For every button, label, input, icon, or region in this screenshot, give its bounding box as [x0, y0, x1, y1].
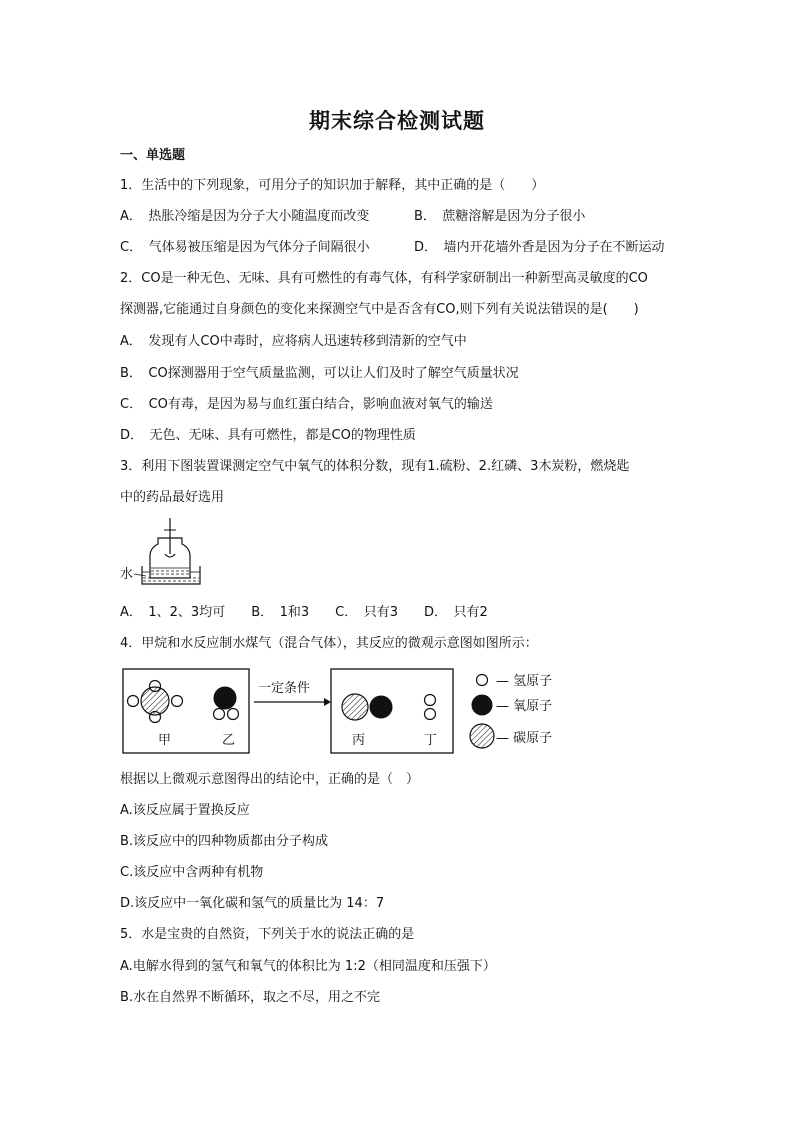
methane-molecule [128, 681, 183, 723]
q3-options: A． 1、2、3均可 B． 1和3 C． 只有3 D． 只有2 [120, 605, 488, 620]
q5-stem: 5．水是宝贵的自然资，下列关于水的说法正确的是 [120, 927, 415, 942]
label-bing: 丙 [352, 733, 366, 748]
legend-carbon-label: — 碳原子 [496, 731, 553, 746]
q1-option-b: B． 蔗糖溶解是因为分子很小 [414, 209, 586, 224]
legend-carbon-icon [470, 724, 494, 748]
q4-reaction-diagram [118, 664, 578, 756]
reaction-condition: 一定条件 [258, 681, 311, 696]
legend-hydrogen-icon [477, 675, 488, 686]
label-yi: 乙 [222, 733, 236, 748]
q1-stem: 1．生活中的下列现象，可用分子的知识加于解释，其中正确的是（ ） [120, 178, 545, 193]
q4-stem: 4．甲烷和水反应制水煤气（混合气体），其反应的微观示意图如图所示： [120, 636, 538, 651]
q4-option-a: A.该反应属于置换反应 [120, 803, 250, 818]
q2-option-a: A． 发现有人CO中毒时，应将病人迅速转移到清新的空气中 [120, 334, 467, 349]
q2-option-d: D． 无色、无味、具有可燃性，都是CO的物理性质 [120, 428, 416, 443]
water-label: 水 [120, 567, 134, 582]
legend-hydrogen-label: — 氢原子 [496, 674, 553, 689]
q3-apparatus-figure [118, 516, 208, 588]
q5-option-b: B.水在自然界不断循环，取之不尽，用之不完 [120, 990, 381, 1005]
q3-stem-line2: 中的药品最好选用 [120, 490, 225, 505]
co-molecule [342, 694, 392, 720]
q4-ask: 根据以上微观示意图得出的结论中，正确的是（ ） [120, 772, 420, 787]
q4-option-d: D.该反应中一氧化碳和氢气的质量比为 14：7 [120, 896, 385, 911]
q1-option-c: C． 气体易被压缩是因为气体分子间隔很小 [120, 240, 370, 255]
q5-option-a: A.电解水得到的氢气和氧气的体积比为 1:2（相同温度和压强下） [120, 959, 496, 974]
legend-oxygen-label: — 氧原子 [496, 699, 553, 714]
q2-option-c: C． CO有毒，是因为易与血红蛋白结合，影响血液对氧气的输送 [120, 397, 493, 412]
legend-oxygen-icon [472, 695, 492, 715]
q2-option-b: B． CO探测器用于空气质量监测，可以让人们及时了解空气质量状况 [120, 366, 519, 381]
q1-option-d: D． 墙内开花墙外香是因为分子在不断运动 [414, 240, 665, 255]
q4-option-b: B.该反应中的四种物质都由分子构成 [120, 834, 329, 849]
q4-option-c: C.该反应中含两种有机物 [120, 865, 264, 880]
legend [470, 674, 552, 748]
page-title: 期末综合检测试题 [309, 109, 485, 133]
label-ding: 丁 [424, 733, 438, 748]
label-jia: 甲 [158, 733, 172, 748]
q2-stem-line2: 探测器,它能通过自身颜色的变化来探测空气中是否含有CO,则下列有关说法错误的是( ) [120, 302, 639, 317]
water-molecule [214, 687, 239, 720]
h2-molecule [425, 695, 436, 720]
q3-stem-line1: 3．利用下图装置课测定空气中氧气的体积分数，现有1.硫粉、2.红磷、3木炭粉，燃烧匙 [120, 459, 630, 474]
q2-stem-line1: 2．CO是一种无色、无味、具有可燃性的有毒气体，有科学家研制出一种新型高灵敏度的CO [120, 271, 648, 286]
section-heading: 一、单选题 [120, 148, 186, 163]
q1-option-a: A． 热胀冷缩是因为分子大小随温度而改变 [120, 209, 370, 224]
